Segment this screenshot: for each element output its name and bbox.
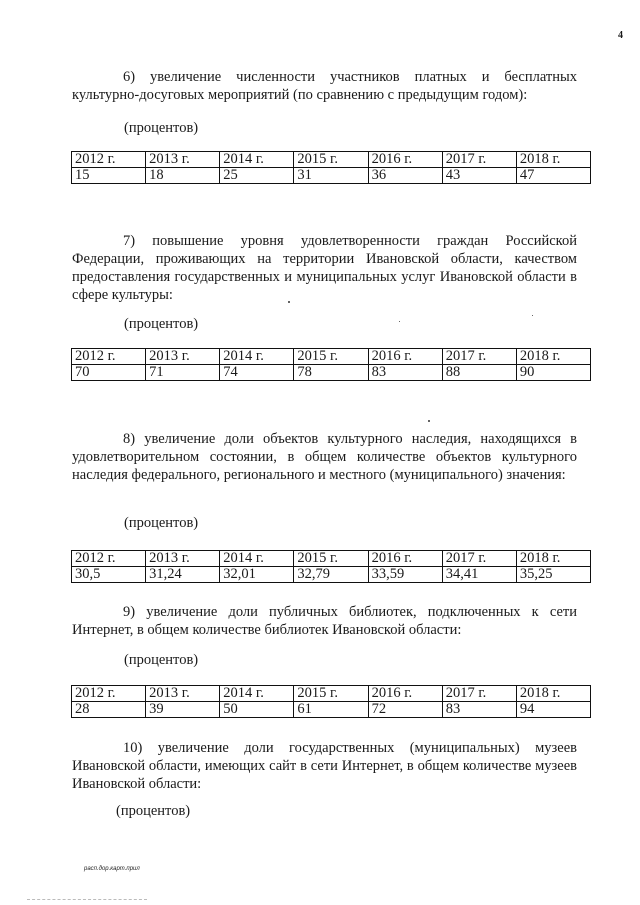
value-cell: 33,59 [368,567,442,583]
section-6-table [71,151,591,184]
value-cell: 36 [368,168,442,184]
scan-speck [288,301,290,303]
value-cell: 88 [442,365,516,381]
section-9-unit: (процентов) [124,652,199,668]
year-cell: 2018 г. [516,551,590,567]
section-7-table [71,348,591,381]
section-8-text: 8) увеличение доли объектов культурного наследия, находящихся в удовлетворительном состоянии, в общем количестве объектов культурного наследия федерального, регионального и местного (муниципального) значения: [72,431,577,483]
section-8-unit: (процентов) [124,515,199,531]
year-cell: 2014 г. [220,551,294,567]
section-9-text: 9) увеличение доли публичных библиотек, подключенных к сети Интернет, в общем количестве библиотек Ивановской области: [72,604,577,638]
table-row-values [72,168,591,184]
value-cell: 25 [220,168,294,184]
value-cell: 70 [72,365,146,381]
year-cell: 2016 г. [368,551,442,567]
table-row-years [72,551,591,567]
section-8-table [71,550,591,583]
year-cell: 2016 г. [368,152,442,168]
value-cell: 61 [294,702,368,718]
year-cell: 2014 г. [220,349,294,365]
year-cell: 2012 г. [72,551,146,567]
year-cell: 2018 г. [516,152,590,168]
year-cell: 2013 г. [146,551,220,567]
section-7-text: 7) повышение уровня удовлетворенности граждан Российской Федерации, проживающих на территории Ивановской области, качеством предоставления государственных и муниципальных услуг Ивановской области в сфере культуры: [72,233,577,303]
scan-speck [428,420,430,422]
year-cell: 2015 г. [294,686,368,702]
table-row-values [72,702,591,718]
value-cell: 28 [72,702,146,718]
value-cell: 90 [516,365,590,381]
table-row-values [72,365,591,381]
value-cell: 32,01 [220,567,294,583]
year-cell: 2013 г. [146,152,220,168]
year-cell: 2013 г. [146,686,220,702]
value-cell: 34,41 [442,567,516,583]
table-row-values [72,567,591,583]
year-cell: 2014 г. [220,686,294,702]
value-cell: 72 [368,702,442,718]
section-7-unit: (процентов) [124,316,199,332]
value-cell: 30,5 [72,567,146,583]
table-row-years [72,152,591,168]
value-cell: 78 [294,365,368,381]
year-cell: 2014 г. [220,152,294,168]
year-cell: 2018 г. [516,686,590,702]
year-cell: 2015 г. [294,152,368,168]
value-cell: 83 [368,365,442,381]
year-cell: 2012 г. [72,349,146,365]
value-cell: 31 [294,168,368,184]
table-row-years [72,349,591,365]
scan-speck [532,315,533,316]
year-cell: 2015 г. [294,551,368,567]
value-cell: 74 [220,365,294,381]
value-cell: 47 [516,168,590,184]
scan-speck [399,321,400,322]
value-cell: 83 [442,702,516,718]
year-cell: 2017 г. [442,152,516,168]
value-cell: 94 [516,702,590,718]
value-cell: 71 [146,365,220,381]
year-cell: 2016 г. [368,349,442,365]
section-6-text: 6) увеличение численности участников платных и бесплатных культурно-досуговых мероприятий (по сравнению с предыдущим годом): [72,69,577,103]
page-number: 4 [618,30,623,41]
year-cell: 2012 г. [72,686,146,702]
year-cell: 2017 г. [442,686,516,702]
value-cell: 50 [220,702,294,718]
value-cell: 18 [146,168,220,184]
section-10-unit: (процентов) [116,803,191,819]
table-row-years [72,686,591,702]
year-cell: 2017 г. [442,349,516,365]
year-cell: 2016 г. [368,686,442,702]
value-cell: 39 [146,702,220,718]
value-cell: 15 [72,168,146,184]
scan-artifact-line [27,899,147,902]
year-cell: 2017 г. [442,551,516,567]
year-cell: 2018 г. [516,349,590,365]
value-cell: 35,25 [516,567,590,583]
year-cell: 2013 г. [146,349,220,365]
value-cell: 43 [442,168,516,184]
section-10-text: 10) увеличение доли государственных (муниципальных) музеев Ивановской области, имеющих сайт в сети Интернет, в общем количестве музеев Ивановской области: [72,740,577,792]
value-cell: 31,24 [146,567,220,583]
section-9-table [71,685,591,718]
year-cell: 2012 г. [72,152,146,168]
section-6-unit: (процентов) [124,120,199,136]
value-cell: 32,79 [294,567,368,583]
year-cell: 2015 г. [294,349,368,365]
footer-file-label: расп.дор.карт.прил [84,866,140,872]
